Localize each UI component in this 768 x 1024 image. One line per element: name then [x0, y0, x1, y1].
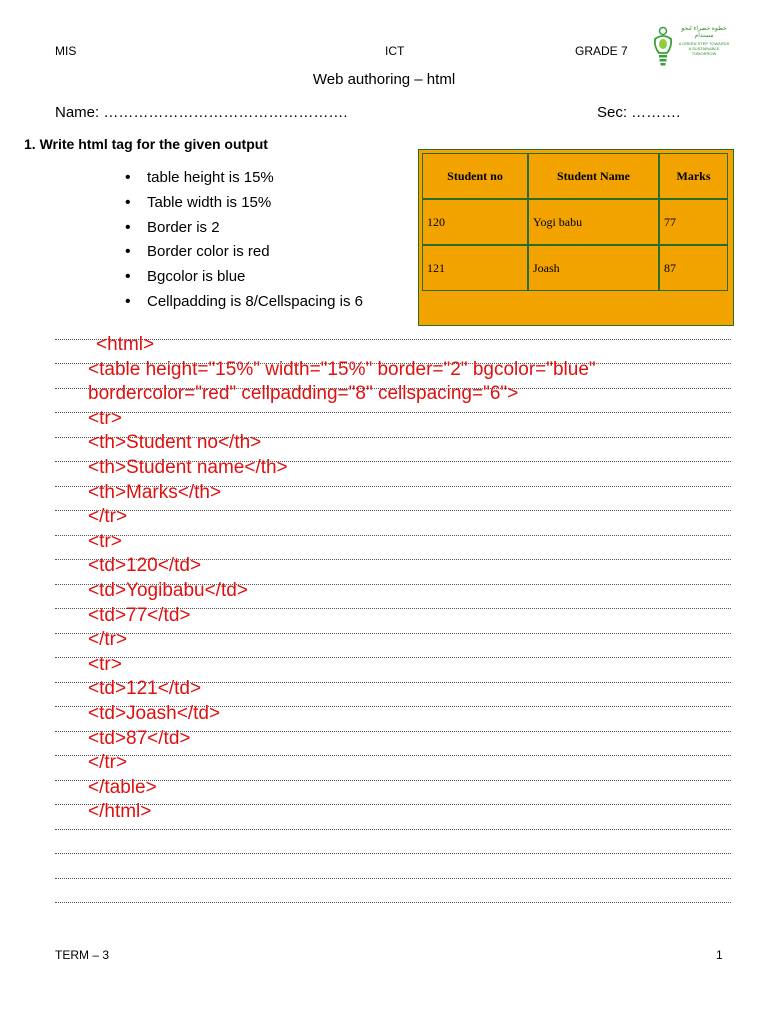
answer-line: </tr> [88, 752, 128, 774]
table-cell: 77 [659, 199, 728, 245]
answer-line: <td>121</td> [88, 678, 202, 700]
page-title: Web authoring – html [312, 71, 456, 88]
table-header-cell: Marks [659, 153, 728, 199]
green-step-logo [650, 25, 730, 69]
answer-line: <td>Yogibabu</td> [88, 579, 248, 601]
output-table [422, 153, 728, 291]
subject-name: ICT [385, 44, 405, 58]
name-field: Name: …………………………………………. [55, 104, 348, 121]
answer-line: </tr> [88, 506, 128, 528]
handwritten-answer [88, 333, 596, 825]
school-name: MIS [55, 44, 77, 58]
answer-line: <table height="15%" width="15%" border="2" bgcolor="blue" [88, 358, 596, 380]
logo-english-text: A GREEN STEP TOWARDS A SUSTAINABLE TOMORROW [678, 41, 730, 56]
answer-line: </html> [88, 801, 152, 823]
term-label: TERM – 3 [55, 948, 110, 962]
requirement-item: • Table width is 15% [125, 191, 363, 216]
writing-line [55, 829, 731, 830]
table-row [422, 199, 728, 245]
table-header-cell: Student Name [528, 153, 659, 199]
table-row [422, 245, 728, 291]
grade-label: GRADE 7 [575, 44, 628, 58]
answer-line: <td>120</td> [88, 555, 202, 577]
answer-line: <td>87</td> [88, 727, 191, 749]
answer-line: </table> [88, 776, 157, 798]
answer-line: <th>Student name</th> [88, 456, 288, 478]
answer-line: <tr> [88, 653, 122, 675]
answer-line: <tr> [88, 407, 122, 429]
requirement-item: • Bgcolor is blue [125, 265, 363, 290]
answer-line: <th>Marks</th> [88, 481, 222, 503]
answer-line: <tr> [88, 530, 122, 552]
requirement-item: • table height is 15% [125, 166, 363, 191]
question-title: 1. Write html tag for the given output [24, 136, 268, 152]
requirement-item: • Border color is red [125, 240, 363, 265]
writing-line [55, 902, 731, 903]
page-number: 1 [716, 948, 723, 962]
table-cell: Joash [528, 245, 659, 291]
green-lightbulb-footprint-icon [650, 25, 676, 69]
table-cell: 121 [422, 245, 528, 291]
answer-line: <td>Joash</td> [88, 702, 221, 724]
logo-arabic-text: خطوة خضراء لنحو مستدام [681, 26, 727, 39]
answer-line: <html> [96, 334, 155, 355]
requirement-item: • Cellpadding is 8/Cellspacing is 6 [125, 290, 363, 315]
sample-output-table [418, 149, 734, 326]
table-header-cell: Student no [422, 153, 528, 199]
requirements-list [125, 166, 363, 315]
section-field: Sec: ………. [597, 104, 681, 121]
writing-line [55, 853, 731, 854]
answer-line: </tr> [88, 629, 128, 651]
answer-line: bordercolor="red" cellpadding="8" cellspacing="6"> [88, 383, 519, 405]
table-cell: Yogi babu [528, 199, 659, 245]
requirement-item: • Border is 2 [125, 216, 363, 241]
answer-line: <th>Student no</th> [88, 432, 262, 454]
answer-line: <td>77</td> [88, 604, 191, 626]
table-cell: 120 [422, 199, 528, 245]
table-cell: 87 [659, 245, 728, 291]
writing-line [55, 878, 731, 879]
